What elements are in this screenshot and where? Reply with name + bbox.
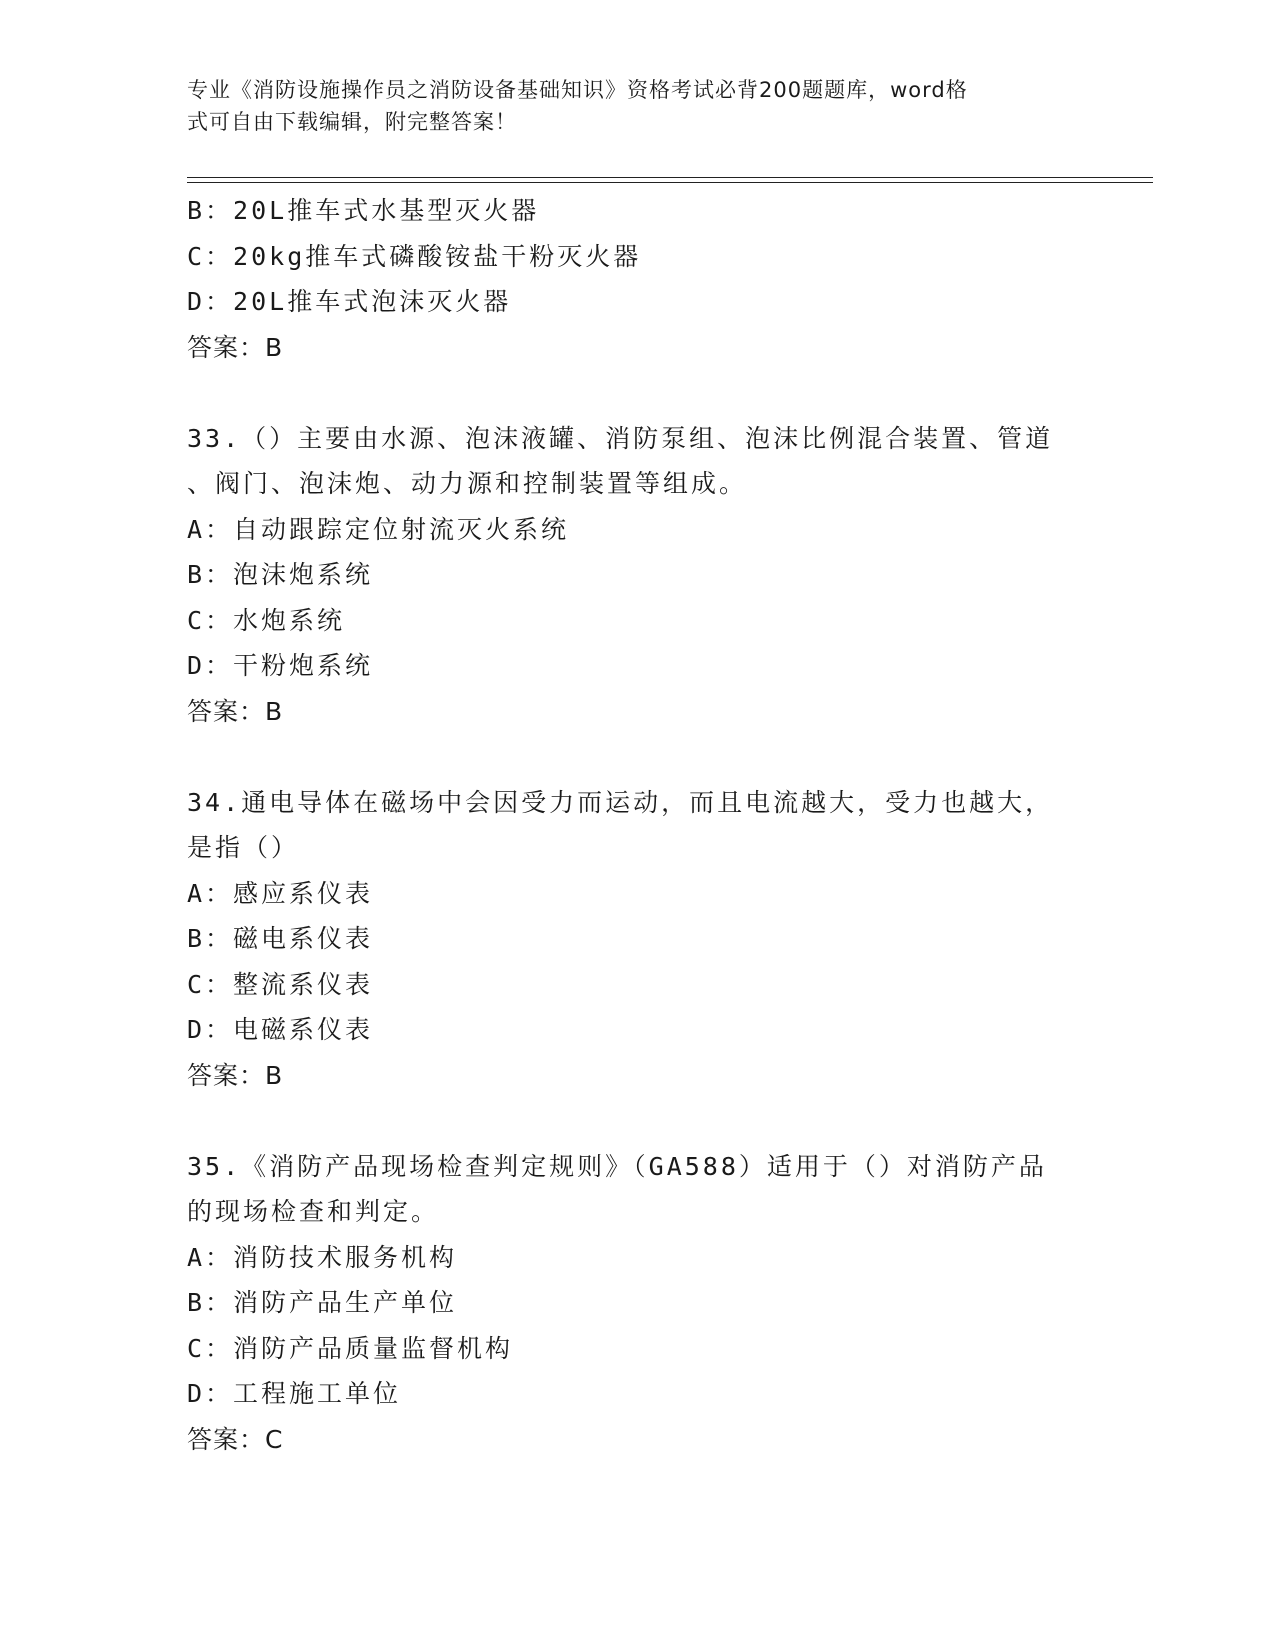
- question-stem-line-2: 的现场检查和判定。: [187, 1197, 440, 1226]
- option-d: D：干粉炮系统: [187, 651, 374, 680]
- question-stem-line-1: 34.通电导体在磁场中会因受力而运动，而且电流越大，受力也越大，: [187, 787, 1054, 817]
- option-c: C：消防产品质量监督机构: [187, 1333, 514, 1363]
- option-a: A：感应系仪表: [187, 878, 374, 908]
- header-divider-bottom: [187, 182, 1153, 183]
- answer: 答案：C: [187, 1424, 284, 1454]
- header-divider-top: [187, 177, 1153, 178]
- option-b: B：20L推车式水基型灭火器: [187, 196, 540, 225]
- option-c: C：整流系仪表: [187, 969, 374, 999]
- answer: 答案：B: [187, 696, 284, 726]
- answer: 答案：B: [187, 1060, 284, 1090]
- option-b: B：消防产品生产单位: [187, 1288, 458, 1317]
- spacer: [187, 370, 1087, 416]
- question-stem-line-2: 是指（）: [187, 833, 300, 862]
- question-list: [187, 188, 1087, 1462]
- answer: 答案：B: [187, 332, 284, 362]
- option-a: A：消防技术服务机构: [187, 1242, 458, 1272]
- option-b: B：泡沫炮系统: [187, 560, 374, 589]
- option-d: D：工程施工单位: [187, 1379, 402, 1408]
- spacer: [187, 734, 1087, 780]
- header-line-2: 式可自由下载编辑，附完整答案！: [187, 110, 517, 134]
- question-stem-line-1: 33.（）主要由水源、泡沫液罐、消防泵组、泡沫比例混合装置、管道: [187, 423, 1054, 453]
- question-stem-line-1: 35.《消防产品现场检查判定规则》（GA588）适用于（）对消防产品: [187, 1151, 1047, 1181]
- option-c: C：水炮系统: [187, 605, 346, 635]
- question-33: [187, 416, 1087, 735]
- option-d: D：电磁系仪表: [187, 1015, 374, 1044]
- document-header: [187, 74, 1067, 138]
- question-stem-line-2: 、阀门、泡沫炮、动力源和控制装置等组成。: [187, 469, 748, 498]
- spacer: [187, 1098, 1087, 1144]
- option-d: D：20L推车式泡沫灭火器: [187, 287, 512, 316]
- question-35: [187, 1144, 1087, 1463]
- question-32-tail: [187, 188, 1087, 370]
- option-c: C：20kg推车式磷酸铵盐干粉灭火器: [187, 241, 642, 271]
- option-b: B：磁电系仪表: [187, 924, 374, 953]
- header-line-1: 专业《消防设施操作员之消防设备基础知识》资格考试必背200题题库，word格: [187, 78, 968, 102]
- question-34: [187, 780, 1087, 1099]
- option-a: A：自动跟踪定位射流灭火系统: [187, 514, 570, 544]
